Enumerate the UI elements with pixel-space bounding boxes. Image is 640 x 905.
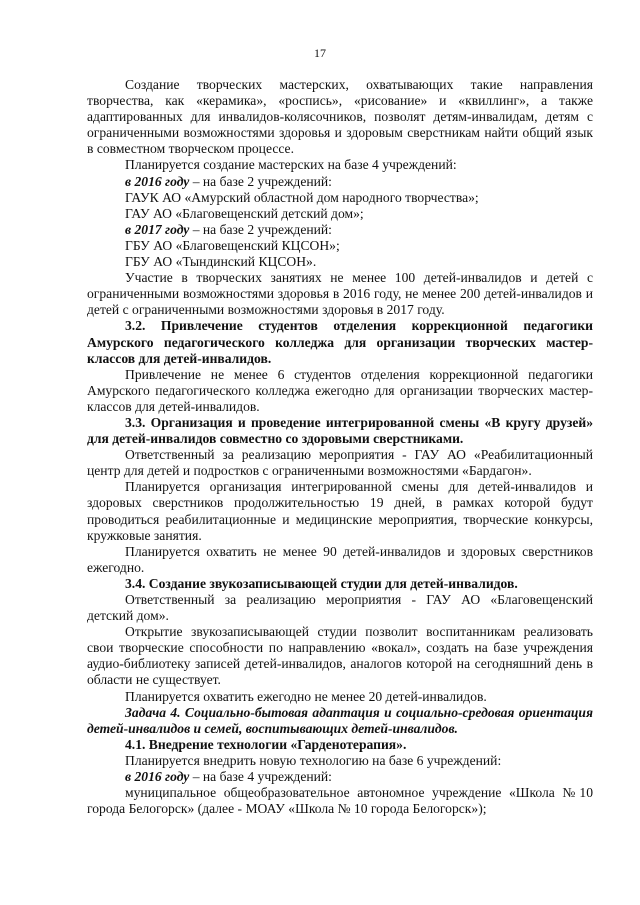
task-4-heading: Задача 4. Социально-бытовая адаптация и социально-средовая ориентация детей-инвалидов и семей, воспитывающих детей-инвалидов. <box>87 704 593 736</box>
institution-item: ГАУК АО «Амурский областной дом народного творчества»; <box>125 189 479 205</box>
paragraph-gardening-plan: Планируется внедрить новую технологию на базе 6 учреждений: <box>125 752 502 768</box>
paragraph-recording-studio: Открытие звукозаписывающей студии позволит воспитанникам реализовать свои творческие способности по направлению «вокал», создать на базе учреждения аудио-библиотеку записей детей-инвалидов, аналогов которой на сегодняшний день в области не существует. <box>87 624 593 688</box>
year-2016-text-b: – на базе 4 учреждений: <box>189 769 332 785</box>
paragraph-responsible-orphanage: Ответственный за реализацию мероприятия - ГАУ АО «Благовещенский детский дом». <box>87 592 593 624</box>
institution-item: ГБУ АО «Тындинский КЦСОН». <box>125 254 317 270</box>
paragraph-coverage-90: Планируется охватить не менее 90 детей-инвалидов и здоровых сверстников ежегодно. <box>87 543 593 575</box>
heading-4-1: 4.1. Внедрение технологии «Гарденотерапия». <box>125 736 407 752</box>
institution-item: ГБУ АО «Благовещенский КЦСОН»; <box>125 237 340 253</box>
paragraph-coverage-20: Планируется охватить ежегодно не менее 20 детей-инвалидов. <box>125 688 487 704</box>
year-2016-line-b <box>87 769 593 785</box>
year-2016-line <box>87 174 593 190</box>
paragraph-integrated-shift: Планируется организация интегрированной смены для детей-инвалидов и здоровых сверстников продолжительностью 19 дней, в рамках которой будут проводиться реабилитационные и медицинские мероприятия, творческие конкурсы, кружковые занятия. <box>87 479 593 543</box>
year-2016-text: – на базе 2 учреждений: <box>189 173 332 189</box>
year-2016-label-b: в 2016 году <box>125 769 190 785</box>
paragraph-students: Привлечение не менее 6 студентов отделения коррекционной педагогики Амурского педагогического колледжа ежегодно для организации творческих мастер-классов для детей-инвалидов. <box>87 366 593 414</box>
year-2016-label: в 2016 году <box>125 173 190 189</box>
paragraph-responsible-bardagon: Ответственный за реализацию мероприятия - ГАУ АО «Реабилитационный центр для детей и подростков с ограниченными возможностями «Бардагон». <box>87 447 593 479</box>
heading-3-2: 3.2. Привлечение студентов отделения коррекционной педагогики Амурского педагогического колледжа для организации творческих мастер-классов для детей-инвалидов. <box>87 318 593 366</box>
paragraph-workshops-plan: Планируется создание мастерских на базе 4 учреждений: <box>125 157 457 173</box>
heading-3-4: 3.4. Создание звукозаписывающей студии для детей-инвалидов. <box>125 575 518 591</box>
year-2017-line <box>87 222 593 238</box>
paragraph-workshops: Создание творческих мастерских, охватывающих такие направления творчества, как «керамика», «роспись», «рисование» и «квиллинг», а также адаптированных для инвалидов-колясочников, позволят детям-инвалидам, детям с ограниченными возможностями здоровья и здоровым сверстникам найти общий язык в совместном творческом процессе. <box>87 77 593 157</box>
paragraph-school-10: муниципальное общеобразовательное автономное учреждение «Школа №10 города Белогорск» (далее - МОАУ «Школа № 10 города Белогорск»); <box>87 785 593 817</box>
institution-item: ГАУ АО «Благовещенский детский дом»; <box>125 205 364 221</box>
heading-3-3: 3.3. Организация и проведение интегрированной смены «В кругу друзей» для детей-инвалидов совместно со здоровыми сверстниками. <box>87 414 593 447</box>
year-2017-label: в 2017 году <box>125 221 190 237</box>
document-body <box>87 77 593 817</box>
page-number: 17 <box>314 46 326 60</box>
paragraph-participation: Участие в творческих занятиях не менее 100 детей-инвалидов и детей с ограниченными возможностями здоровья в 2016 году, не менее 200 детей-инвалидов и детей с ограниченными возможностями здоровья в 2017 году. <box>87 270 593 318</box>
year-2017-text: – на базе 2 учреждений: <box>189 221 332 237</box>
